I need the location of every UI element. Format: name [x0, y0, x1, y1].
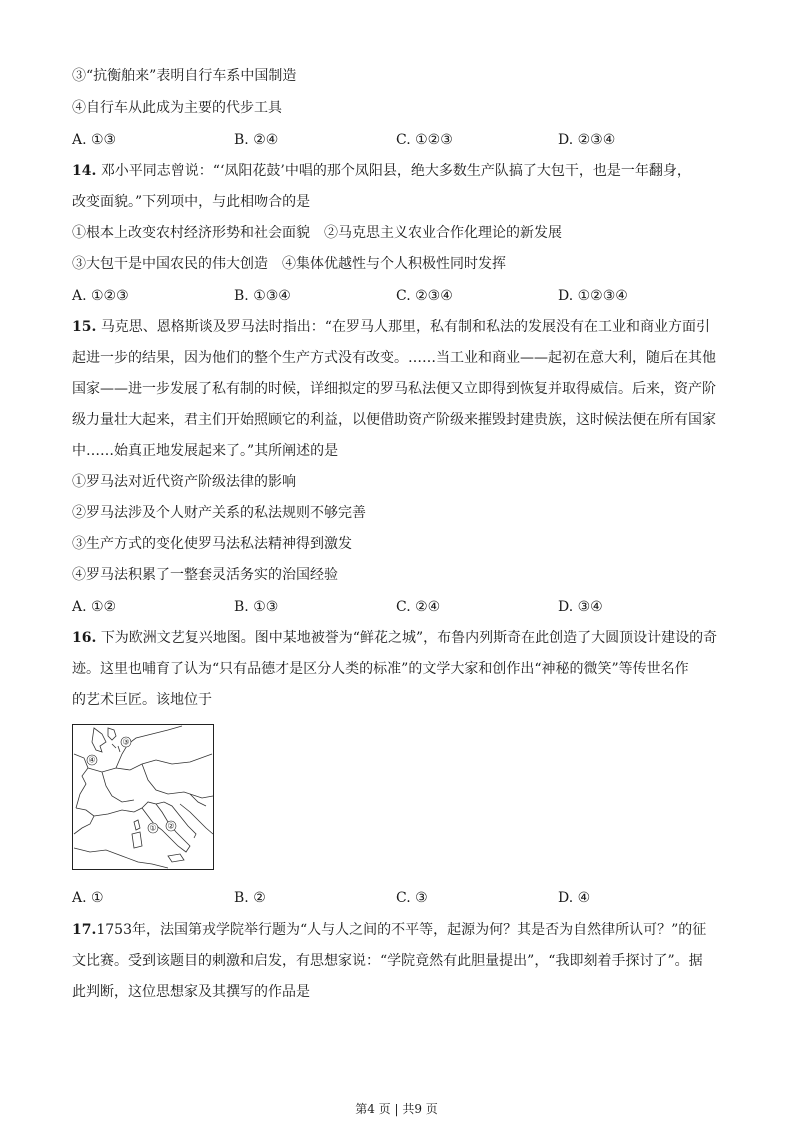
q14-stem-text-1: 邓小平同志曾说：“‘凤阳花鼓’中唱的那个凤阳县，绝大多数生产队搞了大包干，也是一年翻身，	[100, 163, 691, 179]
q16-number: 16.	[72, 630, 97, 646]
q13-item-4: ④自行车从此成为主要的代步工具	[72, 100, 282, 116]
map-label-3: ③	[122, 737, 130, 747]
q14-options	[72, 286, 722, 306]
q15-item-1: ①罗马法对近代资产阶级法律的影响	[72, 474, 296, 490]
q16-option-a[interactable]: A. ①	[72, 890, 104, 906]
q15-stem-line-5: 中……始真正地发展起来了。”其所阐述的是	[72, 443, 339, 459]
q15-option-d[interactable]: D. ③④	[558, 599, 603, 615]
q15-number: 15.	[72, 319, 97, 335]
q15-stem-line-1	[72, 317, 710, 337]
q14-items-line-2: ③大包干是中国农民的伟大创造 ④集体优越性与个人积极性同时发挥	[72, 256, 506, 272]
q17-stem-line-2: 文比赛。受到该题目的刺激和启发，有思想家说：“学院竟然有此胆量提出”，“我即刻着手探讨了”。据	[72, 953, 703, 969]
q16-option-d[interactable]: D. ④	[558, 890, 591, 906]
q14-number: 14.	[72, 163, 97, 179]
q15-option-c[interactable]: C. ②④	[396, 599, 441, 615]
q13-option-c[interactable]: C. ①②③	[396, 132, 453, 148]
q15-option-a[interactable]: A. ①②	[72, 599, 117, 615]
q15-stem-line-3: 国家——进一步发展了私有制的时候，详细拟定的罗马私法便又立即得到恢复并取得威信。后来，资产阶	[72, 381, 716, 397]
q17-stem-line-3: 此判断，这位思想家及其撰写的作品是	[72, 984, 310, 1000]
q14-stem-line-2: 改变面貌。”下列项中，与此相吻合的是	[72, 194, 311, 210]
page-footer: 第4 页 | 共9 页	[355, 1102, 438, 1116]
q15-option-b[interactable]: B. ①③	[234, 599, 279, 615]
q15-stem-line-2: 起进一步的结果，因为他们的整个生产方式没有改变。……当工业和商业——起初在意大利，随后在其他	[72, 350, 716, 366]
q16-stem-line-1	[72, 628, 717, 648]
q16-stem-line-3: 的艺术巨匠。该地位于	[72, 692, 212, 708]
q16-stem-text-1: 下为欧洲文艺复兴地图。图中某地被誉为“鲜花之城”，布鲁内列斯奇在此创造了大圆顶设计建设的奇	[100, 630, 718, 646]
q13-option-d[interactable]: D. ②③④	[558, 132, 616, 148]
q14-option-a[interactable]: A. ①②③	[72, 288, 129, 304]
q15-item-4: ④罗马法积累了一整套灵活务实的治国经验	[72, 567, 338, 583]
q13-options	[72, 130, 722, 150]
q15-stem-text-1: 马克思、恩格斯谈及罗马法时指出：“在罗马人那里，私有制和私法的发展没有在工业和商业方面引	[100, 319, 710, 335]
q17-stem-text-1: 1753年，法国第戎学院举行题为“人与人之间的不平等，起源为何？其是否为自然律所认可？”的征	[96, 922, 707, 938]
q16-option-b[interactable]: B. ②	[234, 890, 266, 906]
q17-stem-line-1	[72, 920, 706, 940]
renaissance-europe-map	[72, 724, 214, 870]
q15-stem-line-4: 级力量壮大起来，君主们开始照顾它的利益，以便借助资产阶级来摧毁封建贵族，这时候法便在所有国家	[72, 412, 716, 428]
map-label-2: ②	[167, 821, 175, 831]
map-label-1: ①	[149, 823, 157, 833]
q15-options	[72, 597, 722, 617]
q16-option-c[interactable]: C. ③	[396, 890, 428, 906]
q14-stem-line-1	[72, 161, 691, 181]
q14-items-line-1: ①根本上改变农村经济形势和社会面貌 ②马克思主义农业合作化理论的新发展	[72, 225, 562, 241]
q14-option-d[interactable]: D. ①②③④	[558, 288, 628, 304]
q13-option-a[interactable]: A. ①③	[72, 132, 117, 148]
q15-item-2: ②罗马法涉及个人财产关系的私法规则不够完善	[72, 505, 366, 521]
q16-options	[72, 888, 722, 908]
q13-item-3: ③“抗衡舶来”表明自行车系中国制造	[72, 68, 297, 84]
q16-stem-line-2: 迹。这里也哺育了认为“只有品德才是区分人类的标准”的文学大家和创作出“神秘的微笑”等传世名作	[72, 661, 689, 677]
q14-option-b[interactable]: B. ①③④	[234, 288, 291, 304]
q13-option-b[interactable]: B. ②④	[234, 132, 279, 148]
q14-option-c[interactable]: C. ②③④	[396, 288, 453, 304]
q17-number: 17.	[72, 922, 97, 938]
map-label-4: ④	[88, 755, 96, 765]
q15-item-3: ③生产方式的变化使罗马法私法精神得到激发	[72, 536, 352, 552]
